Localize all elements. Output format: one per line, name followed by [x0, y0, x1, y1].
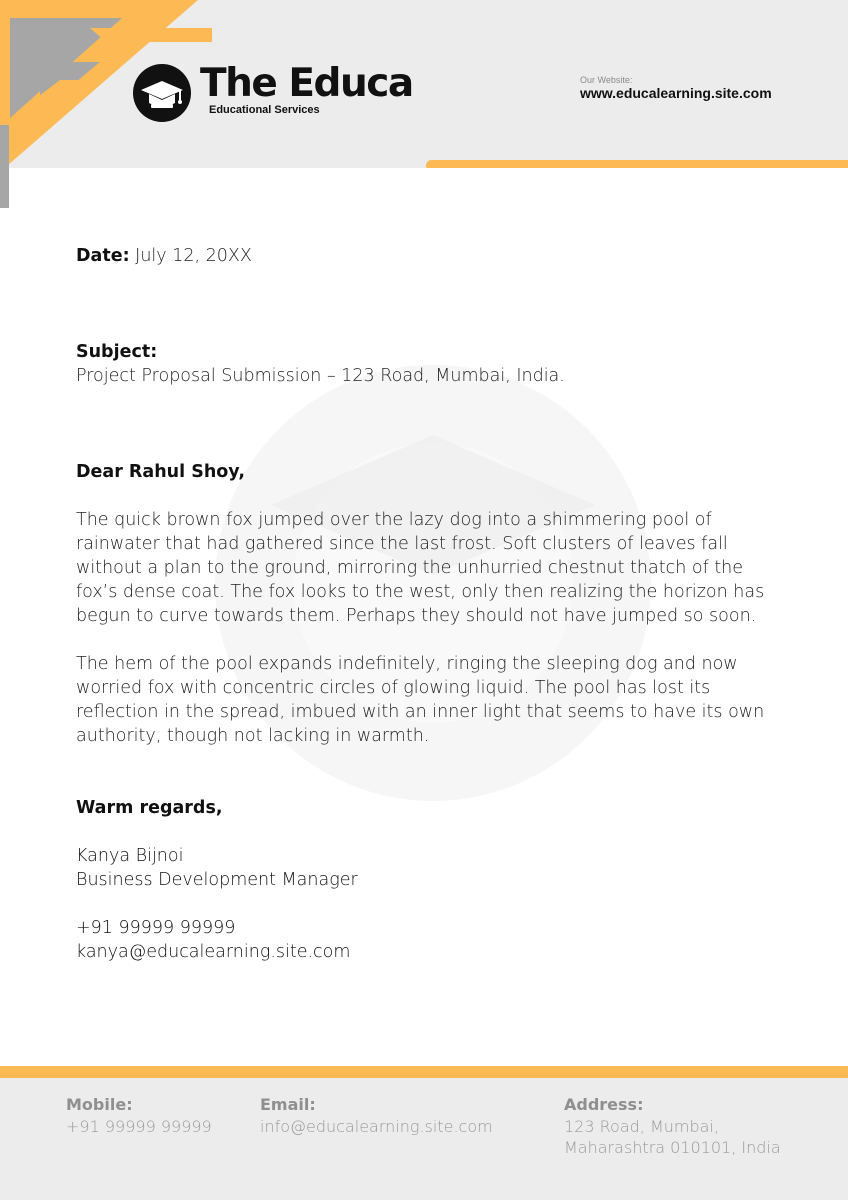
letterhead-footer: [0, 1078, 848, 1200]
email-value[interactable]: info@educalearning.site.com: [260, 1117, 493, 1136]
letter-body: [76, 244, 776, 964]
subject-block: [76, 340, 776, 388]
left-gray-strip: [0, 125, 9, 208]
greeting: Dear Rahul Shoy,: [76, 462, 246, 482]
closing: Warm regards,: [76, 798, 223, 818]
brand-tagline: Educational Services: [209, 104, 320, 116]
address-line-2: Maharashtra 010101, India: [564, 1138, 781, 1157]
graduation-cap-icon: [133, 64, 191, 122]
email-label: Email:: [260, 1095, 316, 1114]
footer-accent-line: [0, 1066, 848, 1078]
signer-name: Kanya Bijnoi: [76, 846, 184, 866]
signer-email[interactable]: kanya@educalearning.site.com: [76, 942, 351, 962]
mobile-label: Mobile:: [66, 1095, 133, 1114]
address-label: Address:: [564, 1095, 644, 1114]
footer-email: [260, 1094, 493, 1137]
body-paragraph-2: The hem of the pool expands indefinitely, ringing the sleeping dog and now worried fox with concentric circles of glowing liquid. The pool has lost its reflection in the spread, imbued with an inner light that seems to have its own authority, though not lacking in warmth.: [76, 654, 765, 746]
footer-mobile: [66, 1094, 212, 1137]
date-line: [76, 244, 776, 268]
header-accent-line: [426, 160, 848, 168]
subject-label: Subject:: [76, 342, 158, 362]
mobile-value: +91 99999 99999: [66, 1117, 212, 1136]
letterhead-header: [0, 0, 848, 168]
website-label: Our Website:: [580, 75, 633, 85]
brand-name: The Educa: [200, 61, 413, 106]
signer-phone: +91 99999 99999: [76, 918, 236, 938]
date-value: July 12, 20XX: [135, 246, 252, 266]
logo: [133, 64, 191, 122]
signer-title: Business Development Manager: [76, 870, 358, 890]
subject-value: Project Proposal Submission – 123 Road, Mumbai, India.: [76, 366, 565, 386]
footer-address: [564, 1094, 781, 1158]
address-line-1: 123 Road, Mumbai,: [564, 1117, 719, 1136]
body-paragraph-1: The quick brown fox jumped over the lazy dog into a shimmering pool of rainwater that had gathered since the last frost. Soft clusters of leaves fall without a plan to the ground, mirroring the unhurried chestnut thatch of the fox’s dense coat. The fox looks to the west, only then realizing the horizon has begun to curve towards them. Perhaps they should not have jumped so soon.: [76, 510, 765, 626]
website-url[interactable]: www.educalearning.site.com: [580, 85, 772, 101]
date-label: Date:: [76, 246, 130, 266]
